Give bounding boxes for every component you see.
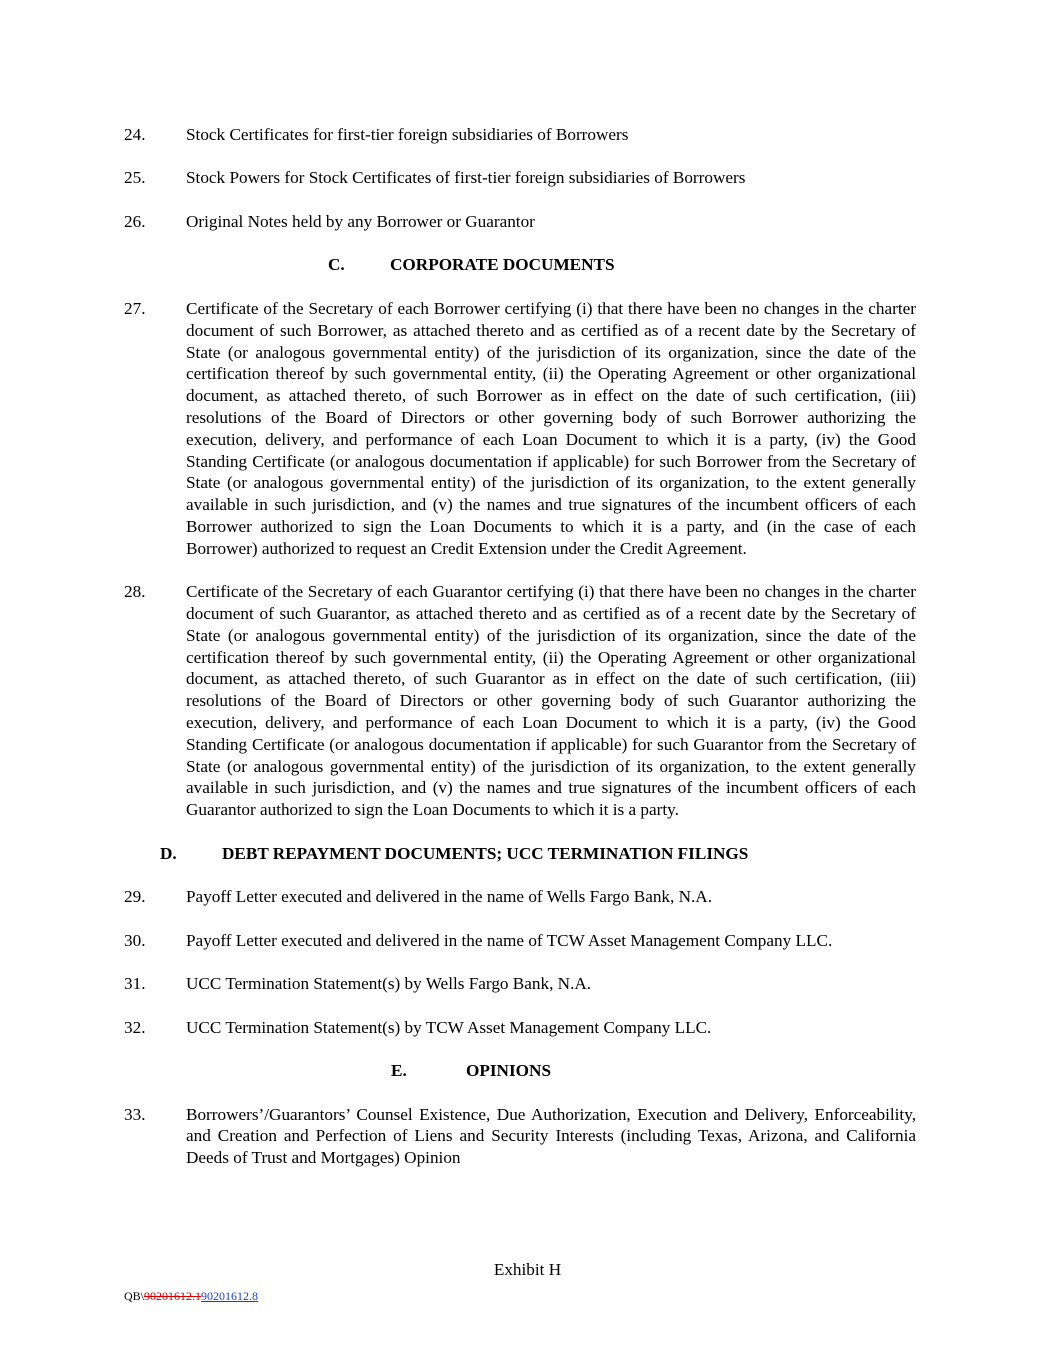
list-item — [124, 167, 916, 189]
list-item — [124, 298, 916, 560]
item-number: 30. — [124, 930, 146, 950]
item-text: Stock Certificates for first-tier foreign subsidiaries of Borrowers — [186, 125, 629, 144]
section-heading-opinions — [124, 1060, 916, 1082]
list-item — [124, 124, 916, 146]
item-number: 27. — [124, 298, 146, 318]
section-title: CORPORATE DOCUMENTS — [390, 255, 615, 275]
document-body — [124, 124, 916, 1191]
item-number: 26. — [124, 211, 146, 231]
document-id — [124, 1288, 258, 1304]
item-number: 24. — [124, 125, 146, 144]
list-item — [124, 973, 916, 995]
item-text: UCC Termination Statement(s) by Wells Fargo Bank, N.A. — [186, 974, 592, 994]
item-number: 31. — [124, 974, 146, 994]
item-text: Borrowers’/Guarantors’ Counsel Existence, Due Authorization, Execution and Delivery, Enforceability, and Creation and Perfection of Liens and Security Interests (including Texas, Arizona, and California Deeds of Trust and Mortgages) Opinion — [186, 1104, 916, 1168]
item-text: UCC Termination Statement(s) by TCW Asset Management Company LLC. — [186, 1017, 712, 1037]
section-heading-debt-repayment — [124, 843, 916, 865]
item-number: 29. — [124, 887, 146, 907]
section-letter: C. — [328, 255, 345, 275]
list-item — [124, 211, 916, 233]
item-text: Payoff Letter executed and delivered in the name of Wells Fargo Bank, N.A. — [186, 887, 713, 907]
item-text: Certificate of the Secretary of each Guarantor certifying (i) that there have been no changes in the charter document of such Guarantor, as attached thereto and as certified as of a recent date by the Secretary of State (or analogous governmental entity) of the jurisdiction of its organization, since the date of the certification thereof by such governmental entity, (ii) the Operating Agreement or other organizational document, as attached thereto, of such Guarantor as in effect on the date of such certification, (iii) resolutions of the Board of Directors or other governing body of such Guarantor authorizing the execution, delivery, and performance of each Loan Document to which it is a party, (iv) the Good Standing Certificate (or analogous documentation if applicable) for such Guarantor from the Secretary of State (or analogous governmental entity) of the jurisdiction of its organization, to the extent generally available in such jurisdiction, and (v) the names and true signatures of the incumbent officers of each Guarantor authorized to sign the Loan Documents to which it is a party. — [186, 582, 916, 820]
section-letter: D. — [160, 843, 177, 863]
docid-prefix: QB\ — [124, 1289, 145, 1303]
section-letter: E. — [391, 1061, 407, 1081]
item-number: 32. — [124, 1017, 146, 1037]
section-heading-corporate-documents — [124, 254, 916, 276]
list-item — [124, 581, 916, 821]
item-number: 28. — [124, 582, 146, 602]
item-text: Payoff Letter executed and delivered in the name of TCW Asset Management Company LLC. — [186, 930, 833, 950]
list-item — [124, 1104, 916, 1169]
item-text: Certificate of the Secretary of each Borrower certifying (i) that there have been no changes in the charter document of such Borrower, as attached thereto and as certified as of a recent date by the Secretary of State (or analogous governmental entity) of the jurisdiction of its organization, since the date of the certification thereof by such governmental entity, (ii) the Operating Agreement or other organizational document, as attached thereto, of such Borrower as in effect on the date of such certification, (iii) resolutions of the Board of Directors or other governing body of such Borrower authorizing the execution, delivery, and performance of each Loan Document to which it is a party, (iv) the Good Standing Certificate (or analogous documentation if applicable) for such Borrower from the Secretary of State (or analogous governmental entity) of the jurisdiction of its organization, to the extent generally available in such jurisdiction, and (v) the names and true signatures of the incumbent officers of each Borrower authorized to sign the Loan Documents to which it is a party, and (in the case of each Borrower) authorized to request an Credit Extension under the Credit Agreement. — [186, 298, 916, 558]
item-text: Original Notes held by any Borrower or Guarantor — [186, 211, 535, 231]
exhibit-label: Exhibit H — [493, 1260, 562, 1279]
section-title: OPINIONS — [466, 1061, 551, 1081]
list-item — [124, 886, 916, 908]
docid-deleted-revision: 90201612.1 — [144, 1289, 202, 1303]
item-number: 25. — [124, 168, 146, 188]
item-text: Stock Powers for Stock Certificates of first-tier foreign subsidiaries of Borrowers — [186, 168, 746, 188]
list-item — [124, 1017, 916, 1039]
section-title: DEBT REPAYMENT DOCUMENTS; UCC TERMINATION FILINGS — [222, 843, 749, 863]
docid-inserted-revision: 90201612.8 — [201, 1289, 259, 1303]
item-number: 33. — [124, 1104, 146, 1124]
list-item — [124, 930, 916, 952]
